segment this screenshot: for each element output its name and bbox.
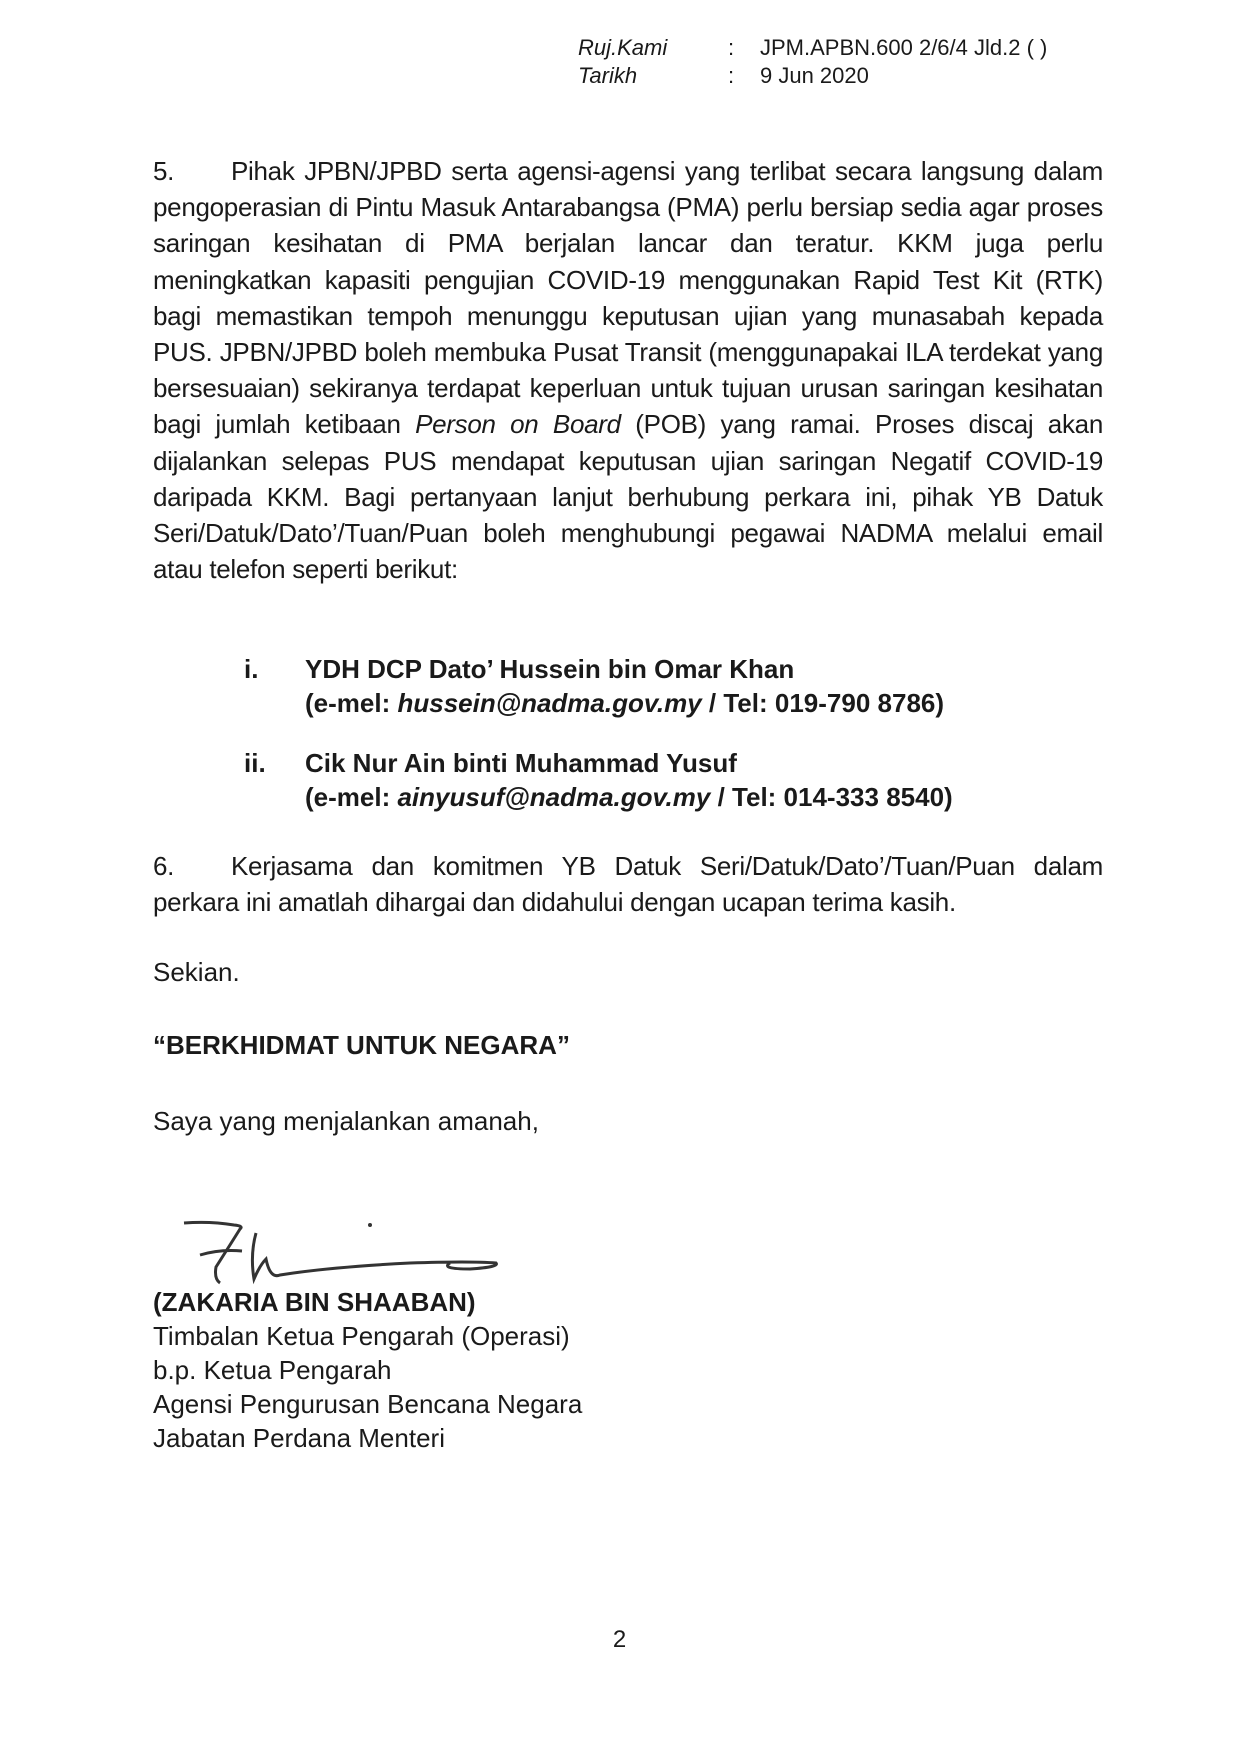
contact-item [244,652,953,720]
closing-sekian: Sekian. [153,957,240,987]
email-prefix: (e-mel: [305,688,398,718]
contact-name: Cik Nur Ain binti Muhammad Yusuf [305,748,737,778]
signatory-title: Timbalan Ketua Pengarah (Operasi) [153,1321,570,1351]
date-value: 9 Jun 2020 [760,63,869,88]
contact-list [244,652,953,840]
paragraph-6 [153,848,1103,920]
contact-email[interactable]: ainyusuf@nadma.gov.my [397,782,711,812]
signatory-on-behalf: b.p. Ketua Pengarah [153,1355,392,1385]
ref-label: Ruj.Kami [578,35,668,60]
signatory-agency: Agensi Pengurusan Bencana Negara [153,1389,583,1419]
paragraph-italic-term: Person on Board [415,409,621,440]
paragraph-5 [153,153,1103,587]
reference-row [578,34,1047,62]
date-label: Tarikh [578,63,638,88]
contact-tel: / Tel: 014-333 8540) [710,782,953,812]
ref-value: JPM.APBN.600 2/6/4 Jld.2 ( ) [760,35,1048,60]
reference-block [578,34,1047,90]
contact-item [244,746,953,814]
signature-block [153,1285,582,1455]
motto: “BERKHIDMAT UNTUK NEGARA” [153,1030,570,1060]
contact-email[interactable]: hussein@nadma.gov.my [397,688,702,718]
paragraph-text: Kerjasama dan komitmen YB Datuk Seri/Datuk/Dato’/Tuan/Puan dalam perkara ini amatlah dihargai dan didahului dengan ucapan terima kasih. [153,851,1103,918]
closing-amanah: Saya yang menjalankan amanah, [153,1106,539,1136]
paragraph-text-continued: (POB) yang ramai. Proses discaj akan dijalankan selepas PUS mendapat keputusan ujian saringan Negatif COVID-19 daripada KKM. Bagi pertanyaan lanjut berhubung perkara ini, pihak YB Datuk Seri/Datuk/Dato’/Tuan/Puan boleh menghubungi pegawai NADMA melalui email atau telefon seperti berikut: [153,409,1103,585]
email-prefix: (e-mel: [305,782,398,812]
paragraph-number: 6. [153,851,175,881]
signatory-department: Jabatan Perdana Menteri [153,1423,445,1453]
paragraph-text: Pihak JPBN/JPBD serta agensi-agensi yang terlibat secara langsung dalam pengoperasian di Pintu Masuk Antarabangsa (PMA) perlu bersiap sedia agar proses saringan kesihatan di PMA berjalan lancar dan teratur. KKM juga perlu meningkatkan kapasiti pengujian COVID-19 menggunakan Rapid Test Kit (RTK) bagi memastikan tempoh menunggu keputusan ujian yang munasabah kepada PUS. JPBN/JPBD boleh membuka Pusat Transit (menggunapakai ILA terdekat yang bersesuaian) sekiranya terdapat keperluan untuk tujuan urusan saringan kesihatan bagi jumlah ketibaan [153,156,1103,440]
page-number: 2 [612,1626,627,1653]
contact-name: YDH DCP Dato’ Hussein bin Omar Khan [305,654,795,684]
paragraph-number: 5. [153,156,175,186]
contact-numeral: i. [244,654,259,684]
contact-details [305,780,953,814]
signature-icon [170,1195,510,1295]
contact-tel: / Tel: 019-790 8786) [701,688,945,718]
contact-details [305,686,944,720]
ref-separator: : [728,35,735,60]
date-row [578,62,1047,90]
contact-numeral: ii. [244,748,266,778]
date-separator: : [728,63,735,88]
signatory-name: (ZAKARIA BIN SHAABAN) [153,1287,476,1317]
